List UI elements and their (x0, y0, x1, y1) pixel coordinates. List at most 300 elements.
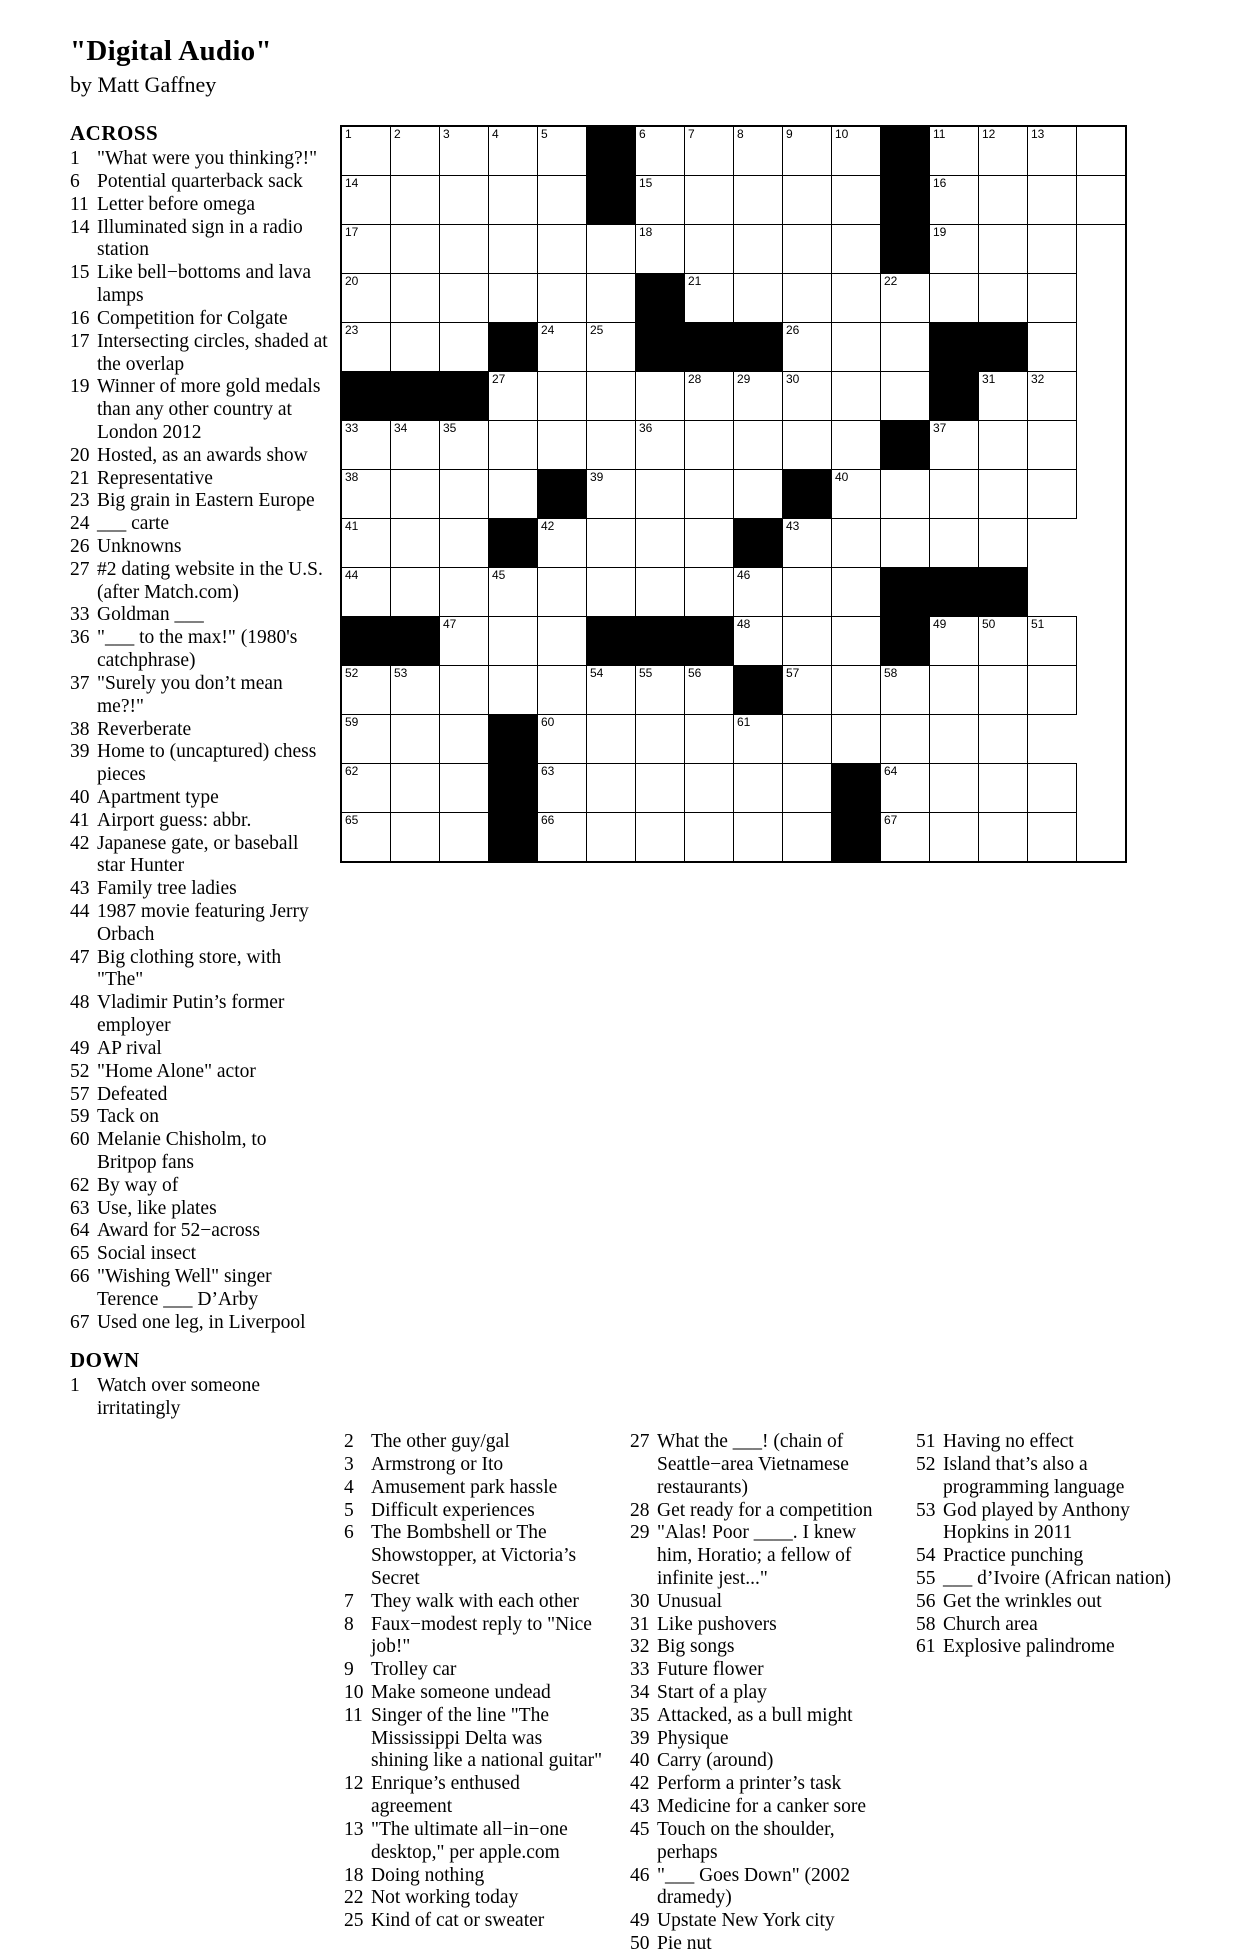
grid-cell[interactable] (538, 323, 587, 372)
grid-cell[interactable] (979, 519, 1028, 568)
grid-cell[interactable] (734, 372, 783, 421)
grid-cell[interactable] (341, 568, 391, 617)
grid-cell[interactable] (587, 274, 636, 323)
down-clue-column-2 (344, 1431, 604, 1956)
grid-cell[interactable] (391, 126, 440, 176)
grid-cell[interactable] (783, 715, 832, 764)
clue-text: Having no effect (943, 1431, 1074, 1453)
grid-cell-number: 20 (345, 274, 359, 289)
grid-cell[interactable] (1028, 176, 1077, 225)
grid-block (489, 715, 538, 764)
clue-text: "Home Alone" actor (97, 1060, 256, 1082)
clue-item (630, 1728, 890, 1751)
grid-cell[interactable] (489, 421, 538, 470)
grid-cell[interactable] (489, 225, 538, 274)
top-area (70, 115, 1184, 1421)
grid-cell[interactable] (440, 813, 489, 863)
clue-text: Explosive palindrome (943, 1636, 1115, 1658)
grid-cell[interactable] (783, 764, 832, 813)
grid-cell[interactable] (489, 176, 538, 225)
grid-cell[interactable] (881, 519, 930, 568)
grid-cell[interactable] (832, 176, 881, 225)
grid-cell[interactable] (489, 274, 538, 323)
grid-cell[interactable] (587, 715, 636, 764)
grid-cell[interactable] (1028, 323, 1077, 372)
grid-cell[interactable] (734, 715, 783, 764)
grid-cell[interactable] (440, 274, 489, 323)
clue-number: 50 (630, 1932, 650, 1954)
grid-cell[interactable] (930, 176, 979, 225)
grid-cell[interactable] (832, 519, 881, 568)
clue-item (630, 1682, 890, 1705)
grid-row (341, 323, 1126, 372)
grid-cell[interactable] (636, 372, 685, 421)
grid-block (489, 813, 538, 863)
grid-cell[interactable] (341, 519, 391, 568)
grid-cell[interactable] (685, 372, 734, 421)
grid-cell[interactable] (1028, 421, 1077, 470)
grid-cell[interactable] (636, 813, 685, 863)
grid-cell[interactable] (685, 568, 734, 617)
grid-cell[interactable] (979, 666, 1028, 715)
clue-item (70, 513, 328, 536)
grid-cell[interactable] (1077, 176, 1127, 225)
grid-cell[interactable] (587, 764, 636, 813)
grid-cell[interactable] (440, 323, 489, 372)
grid-cell[interactable] (685, 519, 734, 568)
grid-cell[interactable] (391, 421, 440, 470)
grid-cell[interactable] (341, 666, 391, 715)
grid-cell[interactable] (685, 225, 734, 274)
grid-cell[interactable] (979, 421, 1028, 470)
grid-cell[interactable] (783, 813, 832, 863)
clue-text: Winner of more gold medals than any other country at London 2012 (97, 376, 321, 443)
grid-cell[interactable] (734, 176, 783, 225)
grid-cell[interactable] (1028, 126, 1077, 176)
clue-item (344, 1522, 604, 1590)
grid-cell[interactable] (881, 323, 930, 372)
grid-cell[interactable] (832, 666, 881, 715)
grid-cell[interactable] (538, 225, 587, 274)
clue-item (70, 1375, 328, 1421)
clue-number: 19 (70, 376, 90, 398)
clue-item (916, 1454, 1176, 1500)
clue-number: 5 (344, 1499, 354, 1521)
grid-cell[interactable] (930, 470, 979, 519)
clue-item (70, 331, 328, 377)
clue-item (344, 1910, 604, 1933)
grid-cell[interactable] (685, 274, 734, 323)
grid-cell[interactable] (1028, 764, 1077, 813)
grid-cell[interactable] (1028, 274, 1077, 323)
grid-cell[interactable] (930, 813, 979, 863)
clue-number: 42 (630, 1773, 650, 1795)
grid-cell[interactable] (391, 813, 440, 863)
grid-cell[interactable] (685, 176, 734, 225)
grid-cell[interactable] (489, 470, 538, 519)
clue-number: 43 (630, 1796, 650, 1818)
grid-cell[interactable] (636, 568, 685, 617)
grid-cell[interactable] (930, 715, 979, 764)
grid-cell[interactable] (881, 372, 930, 421)
grid-cell-number: 30 (786, 372, 800, 387)
grid-block (587, 126, 636, 176)
grid-cell[interactable] (881, 470, 930, 519)
grid-cell[interactable] (979, 225, 1028, 274)
grid-row (341, 764, 1126, 813)
grid-cell[interactable] (832, 421, 881, 470)
grid-cell[interactable] (636, 421, 685, 470)
grid-cell[interactable] (391, 666, 440, 715)
clue-item (70, 559, 328, 605)
grid-cell[interactable] (538, 519, 587, 568)
grid-cell[interactable] (832, 470, 881, 519)
clue-text: What the ___! (chain of Seattle−area Vietnamese restaurants) (657, 1431, 849, 1498)
clue-text: Unknowns (97, 536, 182, 557)
grid-block (391, 372, 440, 421)
grid-cell[interactable] (489, 666, 538, 715)
grid-cell[interactable] (538, 813, 587, 863)
grid-cell[interactable] (783, 274, 832, 323)
grid-cell[interactable] (1028, 372, 1077, 421)
grid-cell[interactable] (341, 225, 391, 274)
grid-cell[interactable] (979, 470, 1028, 519)
grid-cell[interactable] (391, 519, 440, 568)
clue-item (344, 1819, 604, 1865)
grid-cell[interactable] (538, 764, 587, 813)
clue-number: 34 (630, 1682, 650, 1703)
clue-item (344, 1865, 604, 1888)
grid-cell-number: 53 (394, 666, 408, 681)
grid-cell[interactable] (979, 126, 1028, 176)
grid-cell[interactable] (391, 176, 440, 225)
clue-text: Medicine for a canker sore (657, 1796, 866, 1818)
grid-cell[interactable] (538, 715, 587, 764)
grid-cell-number: 13 (1031, 127, 1045, 142)
clue-text: Island that’s also a programming language (943, 1453, 1125, 1498)
grid-block (832, 813, 881, 863)
grid-cell[interactable] (783, 617, 832, 666)
grid-cell-number: 62 (345, 764, 359, 779)
grid-cell[interactable] (587, 470, 636, 519)
grid-cell[interactable] (587, 225, 636, 274)
grid-cell[interactable] (587, 323, 636, 372)
grid-cell[interactable] (391, 568, 440, 617)
grid-cell[interactable] (979, 764, 1028, 813)
clue-item (916, 1614, 1176, 1637)
grid-cell-number: 51 (1031, 617, 1045, 632)
grid-cell[interactable] (685, 470, 734, 519)
grid-cell[interactable] (1028, 666, 1077, 715)
clue-number: 63 (70, 1197, 90, 1219)
grid-cell[interactable] (979, 813, 1028, 863)
clue-item (630, 1636, 890, 1659)
grid-row (341, 617, 1126, 666)
grid-cell[interactable] (440, 568, 489, 617)
grid-cell[interactable] (685, 764, 734, 813)
grid-cell[interactable] (832, 617, 881, 666)
grid-cell[interactable] (587, 372, 636, 421)
clue-number: 51 (916, 1431, 936, 1453)
clue-text: Intersecting circles, shaded at the overlap (97, 330, 328, 375)
clue-text: Pie nut (657, 1932, 712, 1954)
grid-block (538, 470, 587, 519)
grid-cell[interactable] (636, 225, 685, 274)
grid-cell[interactable] (783, 421, 832, 470)
grid-cell[interactable] (881, 764, 930, 813)
clue-item (70, 171, 328, 194)
clue-text: Award for 52−across (97, 1220, 260, 1242)
grid-cell[interactable] (341, 323, 391, 372)
grid-cell-number: 7 (688, 127, 695, 142)
grid-cell[interactable] (783, 568, 832, 617)
grid-cell-number: 50 (982, 617, 996, 632)
grid-cell[interactable] (734, 421, 783, 470)
clue-item (344, 1887, 604, 1910)
clue-number: 54 (916, 1545, 936, 1567)
grid-cell[interactable] (341, 813, 391, 863)
grid-cell-number: 26 (786, 323, 800, 338)
clue-number: 24 (70, 513, 90, 535)
grid-cell[interactable] (979, 715, 1028, 764)
grid-cell[interactable] (587, 421, 636, 470)
grid-cell[interactable] (734, 568, 783, 617)
grid-cell[interactable] (685, 813, 734, 863)
grid-cell[interactable] (636, 470, 685, 519)
grid-cell[interactable] (391, 764, 440, 813)
grid-cell[interactable] (930, 519, 979, 568)
grid-cell[interactable] (832, 568, 881, 617)
clue-item (344, 1659, 604, 1682)
clue-item (70, 627, 328, 673)
grid-cell[interactable] (587, 813, 636, 863)
clue-item (344, 1500, 604, 1523)
grid-cell[interactable] (832, 126, 881, 176)
grid-block (489, 764, 538, 813)
grid-cell[interactable] (685, 421, 734, 470)
grid-cell[interactable] (783, 323, 832, 372)
grid-cell[interactable] (489, 372, 538, 421)
grid-cell-number: 67 (884, 813, 898, 828)
grid-cell[interactable] (538, 274, 587, 323)
grid-cell[interactable] (636, 764, 685, 813)
clue-number: 2 (344, 1431, 354, 1453)
grid-cell[interactable] (783, 176, 832, 225)
grid-cell[interactable] (734, 617, 783, 666)
grid-cell[interactable] (930, 225, 979, 274)
grid-cell-number: 12 (982, 127, 996, 142)
grid-cell-number: 63 (541, 764, 555, 779)
grid-cell[interactable] (881, 715, 930, 764)
clue-number: 45 (630, 1818, 650, 1840)
grid-cell[interactable] (979, 372, 1028, 421)
clue-item (70, 901, 328, 947)
grid-cell[interactable] (734, 126, 783, 176)
grid-cell[interactable] (783, 126, 832, 176)
clue-text: Enrique’s enthused agreement (371, 1773, 520, 1818)
grid-cell[interactable] (685, 715, 734, 764)
grid-cell-number: 5 (541, 127, 548, 142)
grid-cell[interactable] (783, 225, 832, 274)
grid-cell[interactable] (391, 225, 440, 274)
clue-item (70, 445, 328, 468)
grid-cell[interactable] (538, 568, 587, 617)
grid-cell-number: 10 (835, 127, 849, 142)
grid-cell[interactable] (538, 176, 587, 225)
clue-number: 33 (630, 1659, 650, 1681)
grid-row (341, 225, 1126, 274)
grid-cell[interactable] (489, 617, 538, 666)
clue-number: 10 (344, 1682, 364, 1703)
grid-cell[interactable] (979, 274, 1028, 323)
grid-cell[interactable] (636, 126, 685, 176)
grid-cell[interactable] (1028, 225, 1077, 274)
grid-cell[interactable] (783, 666, 832, 715)
grid-cell[interactable] (440, 764, 489, 813)
clue-text: "Alas! Poor ____. I knew him, Horatio; a fellow of infinite jest..." (657, 1522, 857, 1589)
clue-text: Attacked, as a bull might (657, 1704, 853, 1726)
grid-cell[interactable] (930, 764, 979, 813)
grid-cell[interactable] (685, 666, 734, 715)
grid-cell[interactable] (1028, 813, 1077, 863)
grid-cell-number: 31 (982, 372, 996, 387)
grid-cell[interactable] (832, 323, 881, 372)
grid-cell-number: 15 (639, 176, 653, 191)
grid-cell[interactable] (1028, 617, 1077, 666)
grid-cell-number: 1 (345, 127, 352, 142)
clue-text: Trolley car (371, 1659, 457, 1681)
grid-cell[interactable] (734, 813, 783, 863)
grid-cell[interactable] (636, 176, 685, 225)
clue-item (630, 1819, 890, 1865)
grid-block (881, 176, 930, 225)
clue-text: "Surely you don’t mean me?!" (97, 672, 283, 717)
clue-number: 41 (70, 809, 90, 831)
clue-number: 44 (70, 901, 90, 922)
grid-cell[interactable] (440, 126, 489, 176)
grid-cell-number: 24 (541, 323, 555, 338)
clue-number: 11 (70, 193, 89, 215)
grid-cell[interactable] (391, 470, 440, 519)
down-clue-list-1 (70, 1375, 328, 1421)
grid-cell[interactable] (979, 176, 1028, 225)
grid-cell[interactable] (587, 568, 636, 617)
grid-cell[interactable] (832, 274, 881, 323)
grid-cell[interactable] (341, 715, 391, 764)
grid-cell-number: 48 (737, 617, 751, 632)
grid-cell[interactable] (391, 323, 440, 372)
grid-cell[interactable] (881, 666, 930, 715)
grid-cell-number: 64 (884, 764, 898, 779)
clue-number: 53 (916, 1499, 936, 1521)
clue-number: 27 (70, 558, 90, 580)
grid-cell-number: 58 (884, 666, 898, 681)
clue-item (916, 1500, 1176, 1546)
clue-item (70, 308, 328, 331)
grid-cell[interactable] (636, 666, 685, 715)
clue-item (630, 1705, 890, 1728)
grid-cell[interactable] (881, 274, 930, 323)
grid-cell[interactable] (440, 617, 489, 666)
grid-cell[interactable] (391, 715, 440, 764)
grid-cell[interactable] (489, 568, 538, 617)
grid-cell[interactable] (341, 274, 391, 323)
grid-cell[interactable] (734, 764, 783, 813)
grid-cell[interactable] (636, 715, 685, 764)
grid-cell[interactable] (341, 764, 391, 813)
clue-text: Potential quarterback sack (97, 171, 303, 192)
clue-number: 59 (70, 1106, 90, 1128)
clue-number: 32 (630, 1636, 650, 1658)
grid-cell[interactable] (881, 813, 930, 863)
grid-cell[interactable] (440, 666, 489, 715)
grid-cell[interactable] (538, 421, 587, 470)
grid-cell[interactable] (341, 470, 391, 519)
crossword-grid[interactable] (340, 125, 1127, 863)
grid-cell[interactable] (930, 421, 979, 470)
clue-text: Tack on (97, 1106, 159, 1128)
grid-cell[interactable] (685, 126, 734, 176)
grid-cell[interactable] (341, 176, 391, 225)
grid-cell[interactable] (538, 617, 587, 666)
grid-cell[interactable] (783, 519, 832, 568)
grid-cell[interactable] (440, 519, 489, 568)
clue-text: Defeated (97, 1083, 168, 1105)
grid-cell[interactable] (832, 372, 881, 421)
grid-cell[interactable] (587, 519, 636, 568)
clue-text: Armstrong or Ito (371, 1453, 504, 1475)
grid-cell[interactable] (440, 715, 489, 764)
grid-cell[interactable] (440, 421, 489, 470)
grid-cell[interactable] (341, 421, 391, 470)
grid-cell[interactable] (440, 470, 489, 519)
grid-cell[interactable] (391, 274, 440, 323)
grid-cell-number: 39 (590, 470, 604, 485)
down-clue-column-4 (916, 1431, 1176, 1956)
clue-text: Church area (943, 1613, 1038, 1635)
grid-cell[interactable] (440, 225, 489, 274)
grid-cell[interactable] (734, 470, 783, 519)
clue-text: Singer of the line "The Mississippi Delta was shining like a national guitar" (371, 1704, 603, 1772)
clue-item (916, 1545, 1176, 1568)
grid-cell[interactable] (440, 176, 489, 225)
grid-cell[interactable] (636, 519, 685, 568)
grid-cell[interactable] (783, 372, 832, 421)
grid-cell[interactable] (930, 617, 979, 666)
grid-cell[interactable] (538, 126, 587, 176)
grid-cell[interactable] (538, 372, 587, 421)
grid-cell[interactable] (587, 666, 636, 715)
grid-cell[interactable] (538, 666, 587, 715)
clue-text: Use, like plates (97, 1197, 217, 1219)
grid-cell[interactable] (930, 274, 979, 323)
grid-cell[interactable] (930, 126, 979, 176)
grid-cell[interactable] (341, 126, 391, 176)
grid-block (636, 274, 685, 323)
clue-text: Perform a printer’s task (657, 1773, 842, 1795)
grid-cell[interactable] (1028, 470, 1077, 519)
grid-cell[interactable] (832, 225, 881, 274)
grid-cell[interactable] (734, 225, 783, 274)
grid-cell-number: 57 (786, 666, 800, 681)
grid-cell[interactable] (489, 126, 538, 176)
grid-cell[interactable] (832, 715, 881, 764)
grid-cell[interactable] (734, 274, 783, 323)
grid-cell[interactable] (979, 617, 1028, 666)
grid-cell[interactable] (930, 666, 979, 715)
grid-cell-number: 18 (639, 225, 653, 240)
clue-text: "Wishing Well" singer Terence ___ D’Arby (97, 1266, 272, 1310)
